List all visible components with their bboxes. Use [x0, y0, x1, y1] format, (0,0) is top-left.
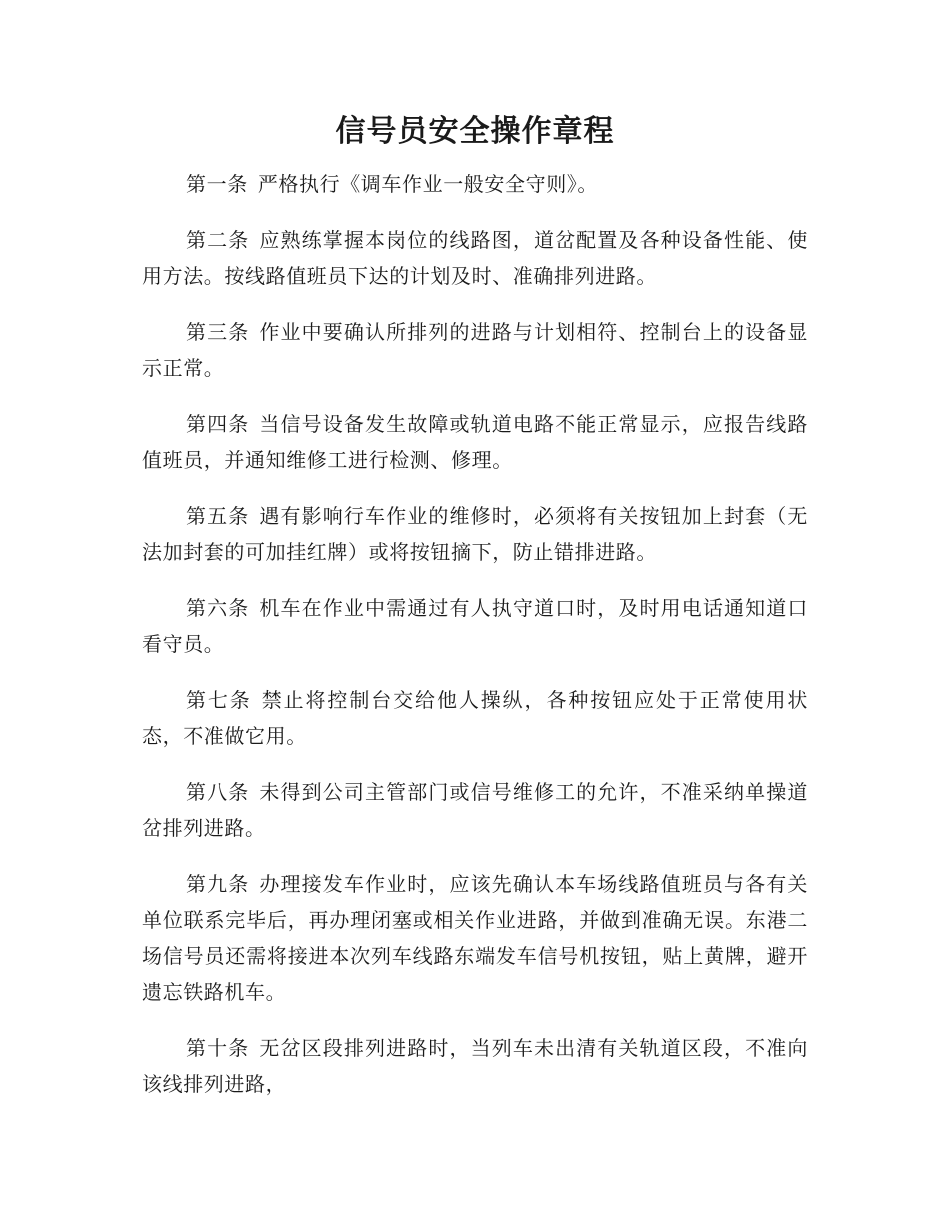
- article-label: 第十条: [186, 1036, 250, 1060]
- article-text: 未得到公司主管部门或信号维修工的允许，不准采纳单操道岔排列进路。: [142, 780, 808, 840]
- article-label: 第七条: [186, 688, 252, 712]
- article-8: [142, 774, 808, 846]
- article-label: 第四条: [186, 412, 250, 436]
- article-text: 禁止将控制台交给他人操纵，各种按钮应处于正常使用状态，不准做它用。: [142, 688, 808, 748]
- article-text: 遇有影响行车作业的维修时，必须将有关按钮加上封套（无法加封套的可加挂红牌）或将按钮摘下，防止错排进路。: [142, 504, 808, 564]
- article-text: 办理接发车作业时，应该先确认本车场线路值班员与各有关单位联系完毕后，再办理闭塞或相关作业进路，并做到准确无误。东港二场信号员还需将接进本次列车线路东端发车信号机按钮，贴上黄牌，避开遗忘铁路机车。: [142, 872, 808, 1004]
- article-text: 当信号设备发生故障或轨道电路不能正常显示，应报告线路值班员，并通知维修工进行检测、修理。: [142, 412, 808, 472]
- article-10: [142, 1030, 808, 1102]
- article-6: [142, 590, 808, 662]
- article-text: 应熟练掌握本岗位的线路图，道岔配置及各种设备性能、使用方法。按线路值班员下达的计划及时、准确排列进路。: [142, 228, 808, 288]
- article-label: 第三条: [186, 320, 250, 344]
- article-9: [142, 866, 808, 1010]
- document-title: 信号员安全操作章程: [335, 114, 615, 149]
- article-label: 第八条: [186, 780, 250, 804]
- article-text: 无岔区段排列进路时，当列车未出清有关轨道区段，不准向该线排列进路，: [142, 1036, 808, 1096]
- article-7: [142, 682, 808, 754]
- article-label: 第一条: [186, 172, 248, 196]
- document-body: [142, 166, 808, 1122]
- article-3: [142, 314, 808, 386]
- article-text: 机车在作业中需通过有人执守道口时，及时用电话通知道口看守员。: [142, 596, 808, 656]
- article-label: 第五条: [186, 504, 250, 528]
- article-4: [142, 406, 808, 478]
- article-label: 第六条: [186, 596, 250, 620]
- article-1: [142, 166, 808, 202]
- article-text: 作业中要确认所排列的进路与计划相符、控制台上的设备显示正常。: [142, 320, 808, 380]
- article-text: 严格执行《调车作业一般安全守则》。: [257, 172, 599, 196]
- article-5: [142, 498, 808, 570]
- article-2: [142, 222, 808, 294]
- article-label: 第二条: [186, 228, 250, 252]
- article-label: 第九条: [186, 872, 250, 896]
